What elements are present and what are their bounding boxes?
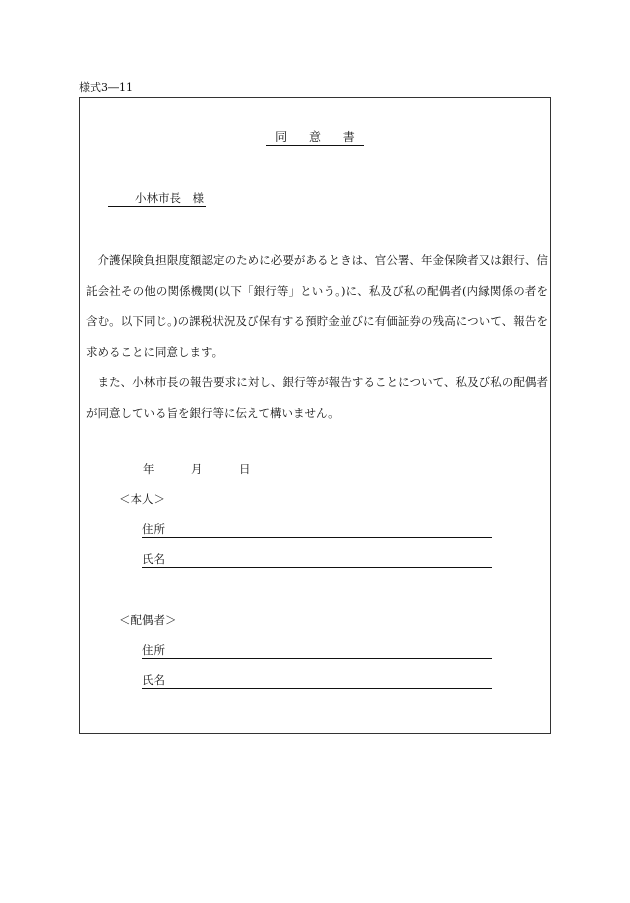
date-year-label: 年: [143, 462, 155, 476]
consent-body: [86, 245, 548, 428]
spouse-name-field[interactable]: [142, 672, 492, 689]
spouse-section-label: ＜配偶者＞: [119, 613, 177, 627]
date-day-label: 日: [239, 462, 251, 476]
spouse-address-label: 住所: [142, 643, 165, 657]
consent-paragraph-1: 介護保険負担限度額認定のために必要があるときは、官公署、年金保険者又は銀行、信託会社その他の関係機関(以下「銀行等」という。)に、私及び私の配偶者(内縁関係の者を含む。以下同じ。)の課税状況及び保有する預貯金並びに有価証券の残高について、報告を求めることに同意します。: [86, 253, 548, 359]
consent-form-frame: [79, 97, 551, 734]
consent-paragraph-2: また、小林市長の報告要求に対し、銀行等が報告することについて、私及び私の配偶者が同意している旨を銀行等に伝えて構いません。: [86, 375, 548, 420]
addressee: 小林市長 様: [108, 190, 206, 207]
spouse-address-field[interactable]: [142, 642, 492, 659]
document-title: 同 意 書: [266, 130, 364, 146]
spouse-name-label: 氏名: [142, 673, 165, 687]
applicant-address-field[interactable]: [142, 521, 492, 538]
applicant-section-label: ＜本人＞: [119, 492, 165, 506]
applicant-name-field[interactable]: [142, 551, 492, 568]
date-row: [143, 461, 251, 477]
form-number: 様式3―11: [79, 81, 133, 94]
document-title-wrap: [80, 129, 550, 146]
applicant-address-label: 住所: [142, 522, 165, 536]
applicant-name-label: 氏名: [142, 552, 165, 566]
date-month-label: 月: [191, 462, 203, 476]
